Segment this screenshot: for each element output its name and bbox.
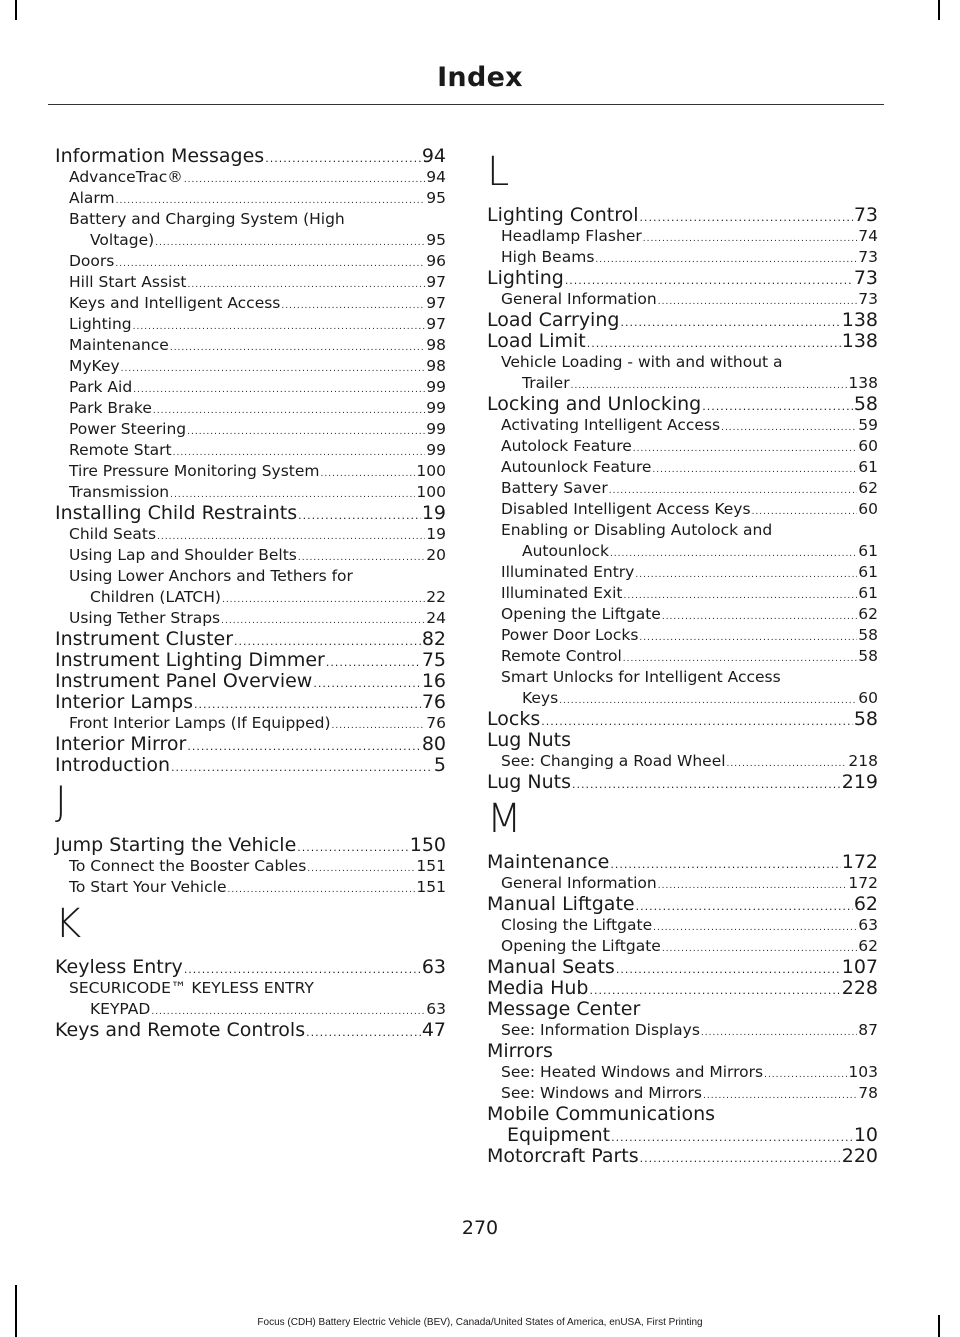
entry-page-number: 99 (426, 420, 446, 438)
page-number: 270 (461, 1217, 499, 1239)
entry-page-number: 100 (416, 483, 446, 501)
dot-leader (321, 464, 416, 485)
dot-leader (170, 338, 425, 359)
index-entry[interactable] (55, 629, 446, 650)
entry-page-number: 107 (841, 956, 878, 978)
index-subentry[interactable] (55, 209, 446, 230)
entry-page-number: 10 (853, 1124, 878, 1146)
dot-leader (565, 270, 853, 291)
index-subentry[interactable] (487, 1020, 878, 1041)
page-title: Index (437, 62, 523, 93)
entry-page-number: 60 (858, 689, 878, 707)
entry-label: Power Steering (69, 420, 187, 438)
entry-page-number: 58 (858, 626, 878, 644)
entry-label: Transmission (69, 483, 170, 501)
entry-label: Mobile Communications (487, 1103, 716, 1125)
entry-page-number: 58 (858, 647, 878, 665)
index-entry[interactable] (487, 1125, 878, 1146)
index-entry[interactable] (487, 1146, 878, 1167)
index-entry[interactable] (487, 772, 878, 793)
entry-label: Autounlock (522, 542, 609, 560)
entry-page-number: 61 (858, 563, 878, 581)
index-subentry[interactable] (55, 293, 446, 314)
entry-page-number: 73 (858, 248, 878, 266)
index-entry[interactable] (487, 894, 878, 915)
index-entry[interactable] (55, 835, 446, 856)
dot-leader (221, 611, 425, 632)
dot-leader (133, 317, 426, 338)
index-entry[interactable] (487, 852, 878, 873)
entry-label: Voltage) (90, 231, 155, 249)
index-subentry[interactable] (55, 587, 446, 608)
dot-leader (595, 250, 857, 271)
entry-page-number: 73 (853, 204, 878, 226)
dot-leader (265, 148, 421, 169)
index-subentry[interactable] (487, 457, 878, 478)
entry-label: Lighting (69, 315, 132, 333)
index-subentry[interactable] (487, 499, 878, 520)
entry-page-number: 228 (841, 977, 878, 999)
index-subentry[interactable] (55, 440, 446, 461)
footer-text: Focus (CDH) Battery Electric Vehicle (BEV), Canada/United States of America, enUSA, First Printing (257, 1317, 703, 1328)
dot-leader (640, 207, 853, 228)
index-subentry[interactable] (487, 226, 878, 247)
index-subentry[interactable] (55, 356, 446, 377)
entry-label: Vehicle Loading - with and without a (501, 353, 783, 371)
entry-page-number: 62 (858, 479, 878, 497)
entry-label: Instrument Lighting Dimmer (55, 649, 325, 671)
index-subentry[interactable] (55, 856, 446, 877)
entry-page-number: 98 (426, 357, 446, 375)
entry-label: Doors (69, 252, 115, 270)
index-subentry[interactable] (55, 461, 446, 482)
entry-label: Maintenance (487, 851, 610, 873)
index-entry[interactable] (55, 1020, 446, 1041)
index-subentry[interactable] (487, 646, 878, 667)
dot-leader (653, 918, 857, 939)
entry-page-number: 73 (858, 290, 878, 308)
entry-page-number: 5 (433, 754, 446, 776)
entry-page-number: 78 (858, 1084, 878, 1102)
entry-label: General Information (501, 290, 657, 308)
entry-label: Headlamp Flasher (501, 227, 642, 245)
index-subentry[interactable] (487, 1062, 878, 1083)
section-letter: K (55, 901, 82, 947)
entry-page-number: 19 (421, 502, 446, 524)
dot-leader (133, 380, 425, 401)
entry-label: Trailer (522, 374, 570, 392)
index-subentry[interactable] (55, 608, 446, 629)
entry-page-number: 98 (426, 336, 446, 354)
entry-page-number: 62 (853, 893, 878, 915)
entry-label: Motorcraft Parts (487, 1145, 639, 1167)
entry-label: Opening the Liftgate (501, 605, 661, 623)
entry-label: SECURICODE™ KEYLESS ENTRY (69, 979, 314, 997)
dot-leader (222, 590, 425, 611)
dot-leader (640, 1148, 841, 1169)
entry-label: Load Limit (487, 330, 586, 352)
index-subentry[interactable] (487, 478, 878, 499)
entry-label: Load Carrying (487, 309, 620, 331)
entry-label: Keys and Remote Controls (55, 1019, 306, 1041)
entry-page-number: 76 (426, 714, 446, 732)
entry-page-number: 61 (858, 542, 878, 560)
entry-page-number: 63 (421, 956, 446, 978)
entry-page-number: 75 (421, 649, 446, 671)
index-subentry[interactable] (487, 688, 878, 709)
entry-page-number: 138 (841, 309, 878, 331)
entry-page-number: 62 (858, 605, 878, 623)
index-subentry[interactable] (55, 314, 446, 335)
section-letter: L (487, 149, 510, 195)
dot-leader (587, 333, 841, 354)
dot-leader (658, 292, 858, 313)
entry-page-number: 138 (841, 330, 878, 352)
entry-label: KEYPAD (90, 1000, 151, 1018)
entry-label: Battery Saver (501, 479, 608, 497)
index-entry[interactable] (487, 310, 878, 331)
entry-page-number: 220 (841, 1145, 878, 1167)
entry-page-number: 63 (426, 1000, 446, 1018)
entry-label: Front Interior Lamps (If Equipped) (69, 714, 331, 732)
entry-label: Child Seats (69, 525, 157, 543)
entry-page-number: 172 (848, 874, 878, 892)
index-entry[interactable] (487, 394, 878, 415)
dot-leader (610, 854, 840, 875)
entry-label: Introduction (55, 754, 171, 776)
entry-label: Keys (522, 689, 559, 707)
entry-label: Instrument Cluster (55, 628, 234, 650)
entry-label: Using Tether Straps (69, 609, 221, 627)
index-entry[interactable] (487, 331, 878, 352)
entry-label: See: Information Displays (501, 1021, 700, 1039)
entry-page-number: 63 (858, 916, 878, 934)
entry-page-number: 97 (426, 294, 446, 312)
index-entry[interactable] (55, 957, 446, 978)
entry-label: Autounlock Feature (501, 458, 652, 476)
index-subentry[interactable] (55, 167, 446, 188)
entry-label: General Information (501, 874, 657, 892)
entry-label: Enabling or Disabling Autolock and (501, 521, 773, 539)
index-entry[interactable] (487, 730, 878, 751)
entry-label: Locks (487, 708, 541, 730)
dot-leader (662, 607, 857, 628)
entry-page-number: 58 (853, 393, 878, 415)
dot-leader (635, 565, 857, 586)
entry-page-number: 59 (858, 416, 878, 434)
entry-label: Message Center (487, 998, 641, 1020)
entry-label: High Beams (501, 248, 595, 266)
entry-page-number: 219 (841, 771, 878, 793)
dot-leader (313, 673, 420, 694)
dot-leader (701, 1023, 857, 1044)
dot-leader (702, 396, 853, 417)
entry-page-number: 95 (426, 189, 446, 207)
entry-label: See: Windows and Mirrors (501, 1084, 703, 1102)
entry-page-number: 97 (426, 273, 446, 291)
entry-page-number: 99 (426, 399, 446, 417)
entry-label: Illuminated Entry (501, 563, 635, 581)
index-subentry[interactable] (487, 1083, 878, 1104)
index-column-left (55, 146, 446, 1041)
index-subentry[interactable] (55, 877, 446, 898)
index-entry[interactable] (487, 205, 878, 226)
dot-leader (326, 652, 421, 673)
index-subentry[interactable] (487, 625, 878, 646)
dot-leader (171, 757, 433, 778)
index-entry[interactable] (487, 709, 878, 730)
entry-label: Equipment (507, 1124, 611, 1146)
entry-page-number: 94 (421, 145, 446, 167)
dot-leader (184, 170, 425, 191)
index-entry[interactable] (55, 503, 446, 524)
entry-page-number: 61 (858, 458, 878, 476)
dot-leader (658, 876, 848, 897)
entry-label: Using Lower Anchors and Tethers for (69, 567, 353, 585)
index-subentry[interactable] (55, 419, 446, 440)
entry-label: Instrument Panel Overview (55, 670, 313, 692)
dot-leader (610, 544, 857, 565)
entry-label: Disabled Intelligent Access Keys (501, 500, 751, 518)
dot-leader (616, 959, 841, 980)
index-subentry[interactable] (55, 713, 446, 734)
entry-page-number: 150 (409, 834, 446, 856)
entry-label: Keys and Intelligent Access (69, 294, 281, 312)
index-subentry[interactable] (487, 247, 878, 268)
dot-leader (727, 754, 848, 775)
dot-leader (636, 896, 853, 917)
entry-label: To Connect the Booster Cables (69, 857, 307, 875)
entry-label: See: Changing a Road Wheel (501, 752, 726, 770)
entry-label: AdvanceTrac® (69, 168, 183, 186)
entry-page-number: 76 (421, 691, 446, 713)
entry-page-number: 172 (841, 851, 878, 873)
index-entry[interactable] (487, 1041, 878, 1062)
entry-label: Smart Unlocks for Intelligent Access (501, 668, 781, 686)
index-column-right (487, 146, 878, 1167)
index-subentry[interactable] (55, 188, 446, 209)
entry-label: Opening the Liftgate (501, 937, 661, 955)
index-subentry[interactable] (55, 377, 446, 398)
entry-label: Battery and Charging System (High (69, 210, 345, 228)
entry-label: Remote Start (69, 441, 172, 459)
dot-leader (281, 296, 425, 317)
dot-leader (620, 312, 840, 333)
entry-page-number: 47 (421, 1019, 446, 1041)
entry-page-number: 73 (853, 267, 878, 289)
entry-page-number: 99 (426, 441, 446, 459)
index-subentry[interactable] (487, 936, 878, 957)
section-letter: M (487, 796, 522, 842)
dot-leader (187, 736, 420, 757)
index-subentry[interactable] (55, 272, 446, 293)
index-entry[interactable] (487, 957, 878, 978)
entry-label: Locking and Unlocking (487, 393, 702, 415)
dot-leader (155, 233, 425, 254)
index-entry[interactable] (487, 268, 878, 289)
entry-page-number: 58 (853, 708, 878, 730)
entry-label: Alarm (69, 189, 115, 207)
dot-leader (559, 691, 857, 712)
entry-label: Keyless Entry (55, 956, 183, 978)
index-subentry[interactable] (55, 335, 446, 356)
index-subentry[interactable] (487, 373, 878, 394)
section-letter: J (55, 779, 67, 825)
index-subentry[interactable] (487, 667, 878, 688)
entry-label: Manual Seats (487, 956, 615, 978)
index-entry[interactable] (55, 755, 446, 776)
entry-page-number: 61 (858, 584, 878, 602)
entry-label: Activating Intelligent Access (501, 416, 721, 434)
entry-label: Hill Start Assist (69, 273, 187, 291)
dot-leader (307, 859, 415, 880)
entry-label: Mirrors (487, 1040, 553, 1062)
entry-label: Tire Pressure Monitoring System (69, 462, 320, 480)
dot-leader (184, 959, 421, 980)
entry-label: Using Lap and Shoulder Belts (69, 546, 297, 564)
entry-label: Jump Starting the Vehicle (55, 834, 297, 856)
index-subentry[interactable] (487, 873, 878, 894)
index-subentry[interactable] (55, 524, 446, 545)
entry-page-number: 103 (848, 1063, 878, 1081)
index-entry[interactable] (55, 734, 446, 755)
index-subentry[interactable] (487, 583, 878, 604)
index-subentry[interactable] (487, 520, 878, 541)
dot-leader (611, 1127, 853, 1148)
dot-leader (227, 880, 415, 901)
index-subentry[interactable] (487, 541, 878, 562)
crop-mark-top-right (938, 0, 940, 20)
entry-page-number: 94 (426, 168, 446, 186)
entry-page-number: 97 (426, 315, 446, 333)
entry-label: Park Brake (69, 399, 152, 417)
entry-label: Children (LATCH) (90, 588, 221, 606)
index-subentry[interactable] (487, 352, 878, 373)
entry-label: Power Door Locks (501, 626, 639, 644)
index-subentry[interactable] (487, 436, 878, 457)
entry-page-number: 22 (426, 588, 446, 606)
crop-mark-top-left (15, 0, 17, 20)
entry-page-number: 24 (426, 609, 446, 627)
dot-leader (652, 460, 857, 481)
entry-page-number: 151 (416, 857, 446, 875)
dot-leader (643, 229, 858, 250)
index-subentry[interactable] (55, 545, 446, 566)
entry-page-number: 62 (858, 937, 878, 955)
entry-label: Park Aid (69, 378, 133, 396)
entry-page-number: 82 (421, 628, 446, 650)
entry-page-number: 151 (416, 878, 446, 896)
index-subentry[interactable] (487, 289, 878, 310)
index-entry[interactable] (487, 1104, 878, 1125)
index-entry[interactable] (487, 999, 878, 1020)
dot-leader (194, 694, 421, 715)
entry-label: Lighting Control (487, 204, 639, 226)
crop-mark-bottom-left (15, 1285, 17, 1337)
index-subentry[interactable] (55, 978, 446, 999)
entry-label: Installing Child Restraints (55, 502, 298, 524)
entry-page-number: 16 (421, 670, 446, 692)
entry-page-number: 19 (426, 525, 446, 543)
entry-label: Remote Control (501, 647, 622, 665)
index-subentry[interactable] (55, 566, 446, 587)
dot-leader (187, 422, 425, 443)
dot-leader (297, 837, 408, 858)
entry-label: Illuminated Exit (501, 584, 623, 602)
entry-page-number: 74 (858, 227, 878, 245)
entry-page-number: 100 (416, 462, 446, 480)
entry-label: See: Heated Windows and Mirrors (501, 1063, 764, 1081)
index-subentry[interactable] (55, 251, 446, 272)
index-entry[interactable] (55, 671, 446, 692)
entry-label: Autolock Feature (501, 437, 632, 455)
dot-leader (572, 774, 841, 795)
dot-leader (721, 418, 857, 439)
index-entry[interactable] (55, 692, 446, 713)
entry-label: Lug Nuts (487, 771, 571, 793)
entry-label: Lighting (487, 267, 564, 289)
index-subentry[interactable] (487, 751, 878, 772)
index-subentry[interactable] (55, 398, 446, 419)
entry-label: Media Hub (487, 977, 589, 999)
dot-leader (153, 401, 425, 422)
dot-leader (639, 628, 857, 649)
dot-leader (332, 716, 426, 737)
dot-leader (121, 359, 426, 380)
index-entry[interactable] (55, 650, 446, 671)
header-rule (48, 104, 884, 105)
dot-leader (662, 939, 857, 960)
index-subentry[interactable] (487, 915, 878, 936)
dot-leader (298, 505, 421, 526)
index-subentry[interactable] (55, 230, 446, 251)
index-subentry[interactable] (55, 999, 446, 1020)
dot-leader (306, 1022, 421, 1043)
entry-label: Maintenance (69, 336, 169, 354)
entry-page-number: 60 (858, 437, 878, 455)
index-subentry[interactable] (487, 415, 878, 436)
entry-label: MyKey (69, 357, 120, 375)
entry-label: Information Messages (55, 145, 265, 167)
index-subentry[interactable] (487, 604, 878, 625)
entry-label: Interior Lamps (55, 691, 194, 713)
index-entry[interactable] (55, 146, 446, 167)
index-subentry[interactable] (487, 562, 878, 583)
dot-leader (703, 1086, 857, 1107)
entry-page-number: 218 (848, 752, 878, 770)
dot-leader (541, 711, 853, 732)
entry-label: Lug Nuts (487, 729, 571, 751)
entry-page-number: 80 (421, 733, 446, 755)
entry-page-number: 96 (426, 252, 446, 270)
entry-page-number: 99 (426, 378, 446, 396)
entry-label: Manual Liftgate (487, 893, 635, 915)
entry-page-number: 95 (426, 231, 446, 249)
entry-page-number: 60 (858, 500, 878, 518)
dot-leader (764, 1065, 847, 1086)
entry-label: To Start Your Vehicle (69, 878, 227, 896)
index-subentry[interactable] (55, 482, 446, 503)
entry-page-number: 87 (858, 1021, 878, 1039)
entry-label: Closing the Liftgate (501, 916, 653, 934)
entry-label: Interior Mirror (55, 733, 187, 755)
entry-page-number: 138 (848, 374, 878, 392)
index-entry[interactable] (487, 978, 878, 999)
dot-leader (633, 439, 857, 460)
entry-page-number: 20 (426, 546, 446, 564)
